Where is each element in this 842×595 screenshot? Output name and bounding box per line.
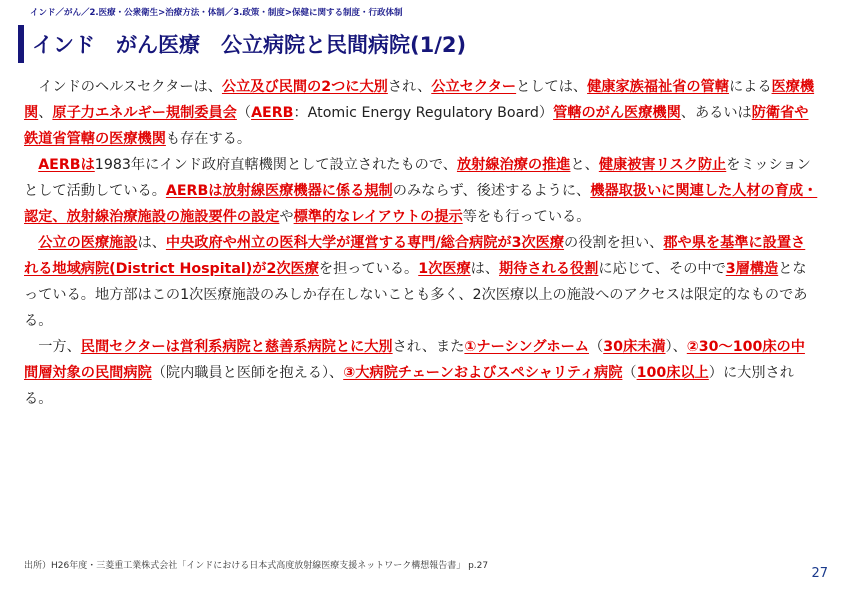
highlighted-text: 公立及び民間の2つに大別	[221, 79, 388, 95]
highlighted-text: AERB	[251, 105, 294, 121]
highlighted-text: 防衛省や鉄道省管轄の医療機関	[24, 105, 809, 147]
highlighted-text: 民間セクターは営利系病院と慈善系病院とに大別	[80, 339, 393, 355]
body-text-segment: を担っている。	[318, 261, 419, 277]
body-text-segment: による	[728, 79, 772, 95]
body-text-segment: （	[236, 105, 252, 121]
paragraph-1	[24, 74, 818, 152]
page-number: 27	[811, 566, 828, 581]
highlighted-text: 公立セクター	[431, 79, 517, 95]
highlighted-text: AERBは放射線医療機器に係る規制	[165, 183, 393, 199]
highlighted-text: 健康被害リスク防止	[598, 157, 727, 173]
body-text-segment: （	[589, 339, 604, 355]
body-text-segment: も存在する。	[165, 131, 252, 147]
body-text-segment: ）、	[665, 339, 687, 355]
body-text-segment: をミッションとして活動している。	[24, 157, 811, 199]
title-accent-bar	[18, 25, 24, 63]
body-text-segment: 、	[38, 105, 53, 121]
paragraph-3	[24, 230, 818, 334]
body-text-segment: 1983年にインド政府直轄機関として設立されたもので、	[94, 157, 457, 173]
highlighted-text: 30床未満	[603, 339, 666, 355]
highlighted-text: ②30～100床の中間層対象の民間病院	[24, 339, 805, 381]
body-text-segment: 、あるいは	[680, 105, 752, 121]
body-text-segment: （院内職員と医師を抱える）、	[151, 365, 344, 381]
body-text-segment: 等をも行っている。	[462, 209, 591, 225]
body-text-segment: され、また	[392, 339, 465, 355]
highlighted-text: AERBは	[38, 157, 95, 173]
body-text-segment: は、	[470, 261, 500, 277]
body-text-segment: や	[279, 209, 294, 225]
body-text-segment: 一方、	[38, 339, 81, 355]
highlighted-text: 100床以上	[636, 365, 709, 381]
highlighted-text: 公立の医療施設	[38, 235, 138, 251]
paragraph-2	[24, 152, 818, 230]
body-text-segment: のみならず、後述するように、	[392, 183, 591, 199]
highlighted-text: 3層構造	[725, 261, 779, 277]
body-text-segment: （	[622, 365, 637, 381]
body-text-segment: の役割を担い、	[564, 235, 664, 251]
body-text-segment: となっている。地方部はこの1次医療施設のみしか存在しないことも多く、2次医療以上の施設へのアクセスは限定的なものである。	[24, 261, 808, 329]
body-text-segment: ）に大別される。	[24, 365, 794, 407]
body-text-segment: され、	[387, 79, 432, 95]
page-title: インド がん医療 公立病院と民間病院(1/2)	[32, 33, 467, 57]
source-citation: 出所）H26年度・三菱重工業株式会社「インドにおける日本式高度放射線医療支援ネットワーク構想報告書」 p.27	[24, 561, 489, 571]
body-text-segment: は、	[137, 235, 166, 251]
body-text-segment: インドのヘルスセクターは、	[38, 79, 222, 95]
highlighted-text: 管轄のがん医療機関	[553, 105, 681, 121]
highlighted-text: 標準的なレイアウトの提示	[293, 209, 463, 225]
body-text-segment: ：Atomic Energy Regulatory Board）	[293, 105, 554, 121]
body-text-segment: としては、	[516, 79, 588, 95]
highlighted-text: 期待される役割	[499, 261, 599, 277]
breadcrumb: インド／がん／2.医療・公衆衛生>治療方法・体制／3.政策・制度>保健に関する制度・行政体制	[30, 8, 403, 18]
highlighted-text: 原子力エネルギー規制委員会	[52, 105, 237, 121]
highlighted-text: 機器取扱いに関連した人材の育成・認定、放射線治療施設の施設要件の設定	[24, 183, 818, 225]
body-text-segment: と、	[570, 157, 599, 173]
highlighted-text: 中央政府や州立の医科大学が運営する専門/総合病院が3次医療	[165, 235, 565, 251]
body-text	[24, 74, 818, 412]
highlighted-text: 1次医療	[418, 261, 471, 277]
body-text-segment: に応じて、その中で	[598, 261, 726, 277]
highlighted-text: 郡や県を基準に設置される地域病院(District Hospital)が2次医療	[24, 235, 806, 277]
highlighted-text: ③大病院チェーンおよびスペシャリティ病院	[343, 365, 623, 381]
highlighted-text: ①ナーシングホーム	[464, 339, 589, 355]
highlighted-text: 医療機関	[24, 79, 815, 121]
highlighted-text: 健康家族福祉省の管轄	[587, 79, 729, 95]
paragraph-4	[24, 334, 818, 412]
highlighted-text: 放射線治療の推進	[456, 157, 571, 173]
